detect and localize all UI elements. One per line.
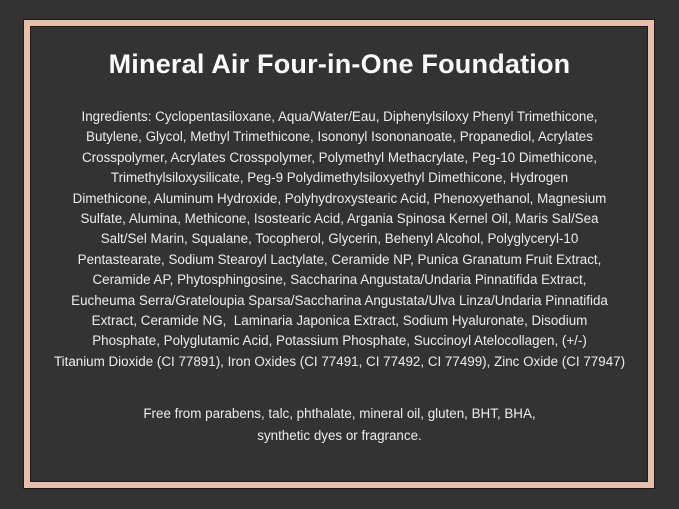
text-line: Sulfate, Alumina, Methicone, Isostearic Acid, Argania Spinosa Kernel Oil, Maris Sal/Sea <box>80 211 599 227</box>
ingredients-list <box>30 107 649 372</box>
free-from-statement <box>30 403 649 447</box>
text-line: Butylene, Glycol, Methyl Trimethicone, Isononyl Isononanoate, Propanediol, Acrylates <box>86 129 593 145</box>
text-line: Free from parabens, talc, phthalate, mineral oil, gluten, BHT, BHA, <box>143 406 536 421</box>
text-line: synthetic dyes or fragrance. <box>257 428 422 443</box>
text-line: Extract, Ceramide NG, Laminaria Japonica Extract, Sodium Hyaluronate, Disodium <box>91 313 588 329</box>
text-line: Trimethylsiloxysilicate, Peg-9 Polydimethylsiloxyethyl Dimethicone, Hydrogen <box>110 170 569 186</box>
text-line: Eucheuma Serra/Grateloupia Sparsa/Saccharina Angustata/Ulva Linza/Undaria Pinnatifida <box>71 292 608 308</box>
text-line: Ingredients: Cyclopentasiloxane, Aqua/Water/Eau, Diphenylsiloxy Phenyl Trimethicone, <box>81 109 598 124</box>
text-line: Ceramide AP, Phytosphingosine, Saccharina Angustata/Undaria Pinnatifida Extract, <box>92 272 587 288</box>
text-line: Dimethicone, Aluminum Hydroxide, Polyhydroxystearic Acid, Phenoxyethanol, Magnesium <box>72 190 607 206</box>
text-line: Salt/Sel Marin, Squalane, Tocopherol, Glycerin, Behenyl Alcohol, Polyglyceryl-10 <box>100 231 579 247</box>
product-title: Mineral Air Four-in-One Foundation <box>108 49 571 79</box>
text-line: Phosphate, Polyglutamic Acid, Potassium Phosphate, Succinoyl Atelocollagen, (+/-) <box>92 333 587 349</box>
text-line: Titanium Dioxide (CI 77891), Iron Oxides (CI 77491, CI 77492, CI 77499), Zinc Oxide (CI 77947) <box>53 353 626 369</box>
text-line: Crosspolymer, Acrylates Crosspolymer, Polymethyl Methacrylate, Peg-10 Dimethicone, <box>82 149 597 165</box>
text-line: Pentastearate, Sodium Stearoyl Lactylate, Ceramide NP, Punica Granatum Fruit Extract, <box>77 251 602 267</box>
